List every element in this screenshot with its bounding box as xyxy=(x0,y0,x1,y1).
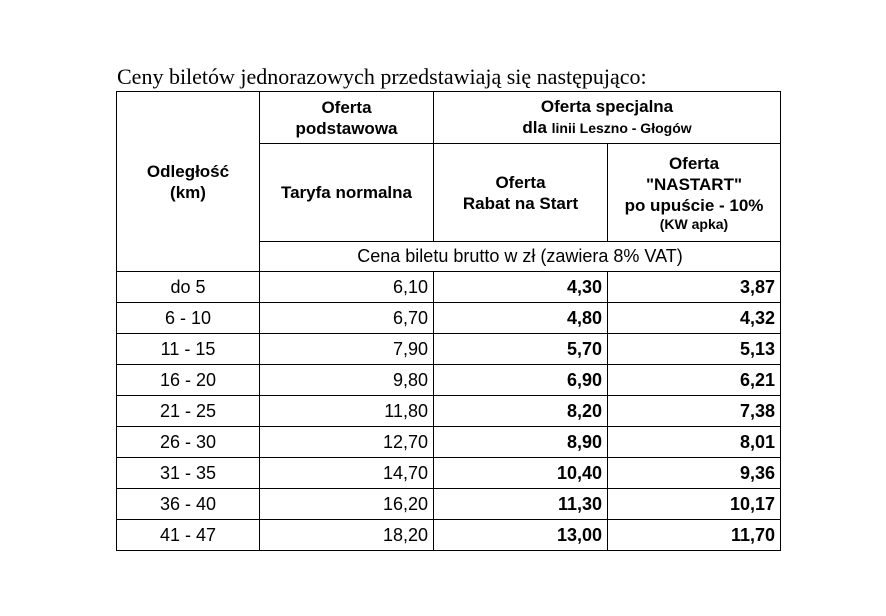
nastart-line2: "NASTART" xyxy=(645,174,743,194)
nastart-header xyxy=(608,144,781,242)
normal-fare-cell: 7,90 xyxy=(260,334,434,365)
fare-table xyxy=(116,91,781,551)
distance-header xyxy=(117,92,260,272)
special-offer-line1: Oferta specjalna xyxy=(540,97,674,116)
normal-fare-cell: 12,70 xyxy=(260,427,434,458)
distance-cell: 26 - 30 xyxy=(117,427,260,458)
distance-cell: 41 - 47 xyxy=(117,520,260,551)
nastart-fare-cell: 9,36 xyxy=(608,458,781,489)
table-row xyxy=(117,303,781,334)
rabat-line2: Rabat na Start xyxy=(462,193,579,213)
nastart-line3: po upuście - 10% xyxy=(624,195,764,215)
normal-fare-cell: 9,80 xyxy=(260,365,434,396)
normal-fare-cell: 18,20 xyxy=(260,520,434,551)
table-row xyxy=(117,427,781,458)
nastart-fare-cell: 8,01 xyxy=(608,427,781,458)
special-offer-header xyxy=(434,92,781,144)
rabat-fare-cell: 6,90 xyxy=(434,365,608,396)
basic-offer-line1: Oferta xyxy=(321,97,372,117)
normal-fare-cell: 6,70 xyxy=(260,303,434,334)
rabat-fare-cell: 4,80 xyxy=(434,303,608,334)
table-row xyxy=(117,489,781,520)
normal-fare-cell: 16,20 xyxy=(260,489,434,520)
distance-cell: 6 - 10 xyxy=(117,303,260,334)
distance-cell: 31 - 35 xyxy=(117,458,260,489)
rabat-fare-cell: 8,90 xyxy=(434,427,608,458)
nastart-fare-cell: 4,32 xyxy=(608,303,781,334)
rabat-fare-cell: 11,30 xyxy=(434,489,608,520)
special-offer-dla: dla xyxy=(522,118,547,137)
nastart-fare-cell: 10,17 xyxy=(608,489,781,520)
rabat-fare-cell: 4,30 xyxy=(434,272,608,303)
nastart-fare-cell: 5,13 xyxy=(608,334,781,365)
distance-cell: 21 - 25 xyxy=(117,396,260,427)
distance-header-line2: (km) xyxy=(170,182,206,202)
normal-fare-cell: 14,70 xyxy=(260,458,434,489)
table-row xyxy=(117,458,781,489)
table-row xyxy=(117,396,781,427)
rabat-line1: Oferta xyxy=(495,172,546,192)
distance-cell: do 5 xyxy=(117,272,260,303)
normal-fare-cell: 11,80 xyxy=(260,396,434,427)
distance-cell: 16 - 20 xyxy=(117,365,260,396)
nastart-line1: Oferta xyxy=(668,153,720,173)
nastart-fare-cell: 7,38 xyxy=(608,396,781,427)
intro-text: Ceny biletów jednorazowych przedstawiają się następująco: xyxy=(117,64,647,89)
nastart-fare-cell: 3,87 xyxy=(608,272,781,303)
normal-fare-cell: 6,10 xyxy=(260,272,434,303)
price-note: Cena biletu brutto w zł (zawiera 8% VAT) xyxy=(260,242,781,272)
rabat-fare-cell: 10,40 xyxy=(434,458,608,489)
rabat-header xyxy=(434,144,608,242)
basic-offer-header xyxy=(260,92,434,144)
table-row xyxy=(117,272,781,303)
rabat-fare-cell: 5,70 xyxy=(434,334,608,365)
nastart-fare-cell: 11,70 xyxy=(608,520,781,551)
special-offer-route-line xyxy=(439,117,775,139)
table-row xyxy=(117,365,781,396)
table-row xyxy=(117,520,781,551)
header-row-1 xyxy=(117,92,781,144)
nastart-fare-cell: 6,21 xyxy=(608,365,781,396)
normal-fare-header: Taryfa normalna xyxy=(260,144,434,242)
basic-offer-line2: podstawowa xyxy=(295,118,398,138)
rabat-fare-cell: 13,00 xyxy=(434,520,608,551)
distance-header-line1: Odległość xyxy=(146,161,230,181)
special-offer-route: linii Leszno - Głogów xyxy=(551,120,692,136)
nastart-line4: (KW apka) xyxy=(659,215,729,232)
distance-cell: 36 - 40 xyxy=(117,489,260,520)
distance-cell: 11 - 15 xyxy=(117,334,260,365)
rabat-fare-cell: 8,20 xyxy=(434,396,608,427)
table-row xyxy=(117,334,781,365)
